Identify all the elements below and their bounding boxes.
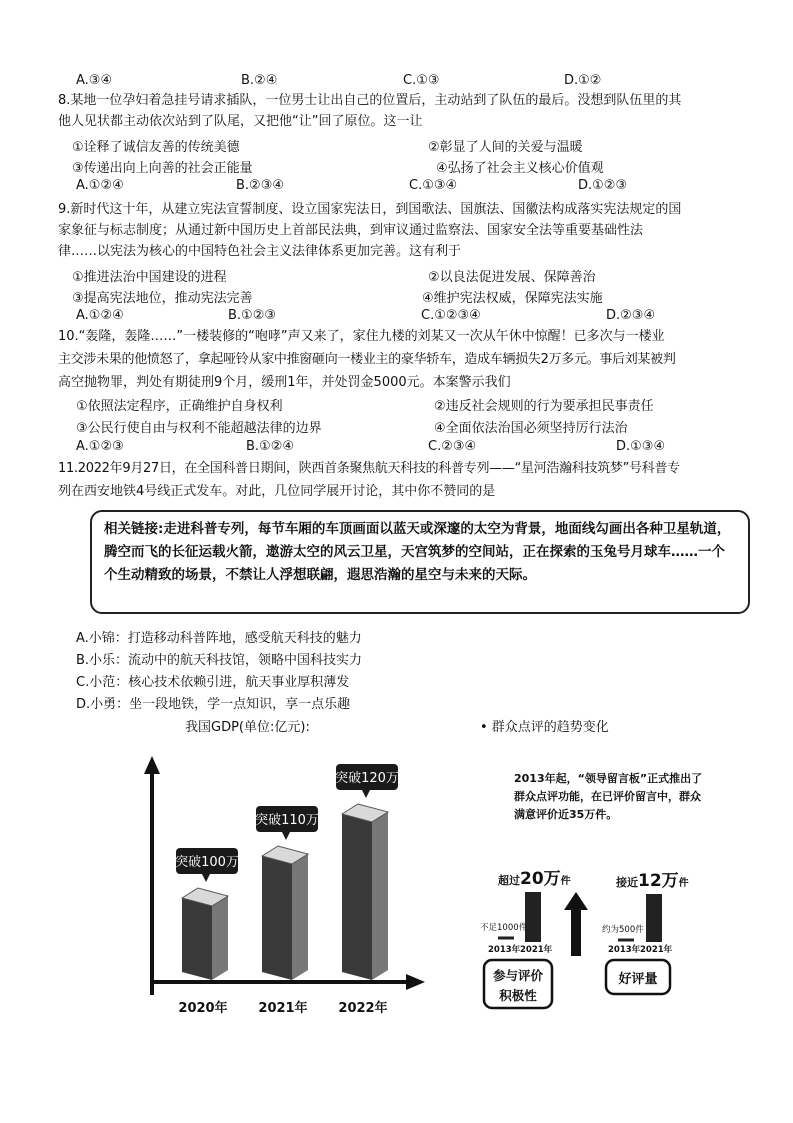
- related-link-box: [90, 510, 750, 614]
- review-figure-caption: • 群众点评的趋势变化: [480, 720, 609, 735]
- left-year-b: 2021年: [520, 945, 553, 955]
- q9-stem-1: 9.新时代这十年，从建立宪法宣誓制度、设立国家宪法日，到国歌法、国旗法、国徽法构成落实宪法规定的国: [58, 202, 682, 217]
- right-year-b: 2021年: [640, 945, 673, 955]
- up-arrow-icon: [564, 892, 588, 956]
- q9-stem-3: 律……以宪法为核心的中国特色社会主义法律体系更加完善。这有利于: [58, 244, 462, 259]
- q10-statement-4: ④全面依法治国必须坚持厉行法治: [434, 421, 628, 436]
- q9-statement-2: ②以良法促进发展、保障善治: [428, 270, 596, 285]
- q9-statement-3: ③提高宪法地位，推动宪法完善: [72, 291, 253, 306]
- gdp-bar-front: [262, 856, 292, 980]
- left-high-pre: 超过: [498, 874, 520, 887]
- left-year-a: 2013年: [488, 945, 521, 955]
- gdp-label-pointer: [202, 874, 210, 882]
- q7-option-a[interactable]: A.③④: [76, 73, 113, 88]
- q10-option-a[interactable]: A.①②③: [76, 439, 124, 454]
- gdp-bar-side: [212, 896, 228, 980]
- gdp-bar-label: 突破110万: [255, 813, 319, 828]
- q11-stem-1: 11.2022年9月27日，在全国科普日期间，陕西首条聚焦航天科技的科普专列——“星河浩瀚科技筑梦”号科普专: [58, 461, 680, 476]
- q8-stem-2: 他人见状都主动依次站到了队尾，又把他“让”回了原位。这一让: [58, 114, 423, 129]
- right-high-label: [615, 871, 689, 891]
- gdp-label-pointer: [282, 832, 290, 840]
- q10-stem-2: 主交涉未果的他愤怒了，拿起哑铃从家中推窗砸向一楼业主的豪华轿车，造成车辆损失2万多元。事后刘某被判: [58, 352, 676, 367]
- q10-statement-3: ③公民行使自由与权利不能超越法律的边界: [76, 421, 322, 436]
- q11-option-b[interactable]: B.小乐：流动中的航天科技馆，领略中国科技实力: [76, 653, 363, 668]
- q8-option-b[interactable]: B.②③④: [236, 178, 285, 193]
- right-high-unit: 件: [678, 878, 689, 889]
- q9-option-b[interactable]: B.①②③: [228, 308, 277, 323]
- q11-option-a[interactable]: A.小锦：打造移动科普阵地，感受航天科技的魅力: [76, 631, 362, 646]
- q9-statement-1: ①推进法治中国建设的进程: [72, 270, 227, 285]
- q10-option-b[interactable]: B.①②④: [246, 439, 295, 454]
- review-figure: [470, 760, 710, 1020]
- review-intro-3: 满意评价近35万件。: [514, 808, 618, 821]
- left-high-label: [498, 869, 571, 889]
- q10-option-c[interactable]: C.②③④: [428, 439, 477, 454]
- gdp-y-axis-arrow: [144, 756, 160, 774]
- q11-stem-2: 列在西安地铁4号线正式发车。对此，几位同学展开讨论，其中你不赞同的是: [58, 484, 496, 499]
- q9-option-a[interactable]: A.①②④: [76, 308, 124, 323]
- gdp-figure: [140, 750, 430, 1020]
- participation-badge-line-1: 参与评价: [492, 968, 544, 983]
- q7-option-c[interactable]: C.①③: [403, 73, 440, 88]
- q8-statement-1: ①诠释了诚信友善的传统美德: [72, 140, 240, 155]
- gdp-x-axis-arrow: [406, 974, 425, 990]
- left-high-num: 20万: [520, 869, 561, 889]
- q11-option-d[interactable]: D.小勇：坐一段地铁，学一点知识，享一点乐趣: [76, 697, 351, 712]
- q10-statement-1: ①依照法定程序，正确维护自身权利: [76, 399, 283, 414]
- gdp-bar-label: 突破120万: [335, 771, 399, 786]
- right-high-num: 12万: [638, 871, 679, 891]
- q10-stem-1: 10.“轰隆，轰隆……”一楼装修的“咆哮”声又来了，家住九楼的刘某又一次从午休中惊醒！已多次与一楼业: [58, 329, 665, 344]
- review-intro-2: 群众点评功能，在已评价留言中，群众: [514, 790, 701, 803]
- q8-stem-1: 8.某地一位孕妇着急挂号请求插队，一位男士让出自己的位置后，主动站到了队伍的最后。没想到队伍里的其: [58, 93, 682, 108]
- gdp-figure-caption: 我国GDP(单位:亿元):: [185, 720, 310, 735]
- gdp-bar-side: [372, 812, 388, 980]
- gdp-year-label: 2021年: [258, 1001, 308, 1016]
- q9-option-c[interactable]: C.①②③④: [421, 308, 481, 323]
- gdp-bar-side: [292, 854, 308, 980]
- q10-option-d[interactable]: D.①③④: [616, 439, 666, 454]
- q7-option-d[interactable]: D.①②: [564, 73, 602, 88]
- participation-badge-line-2: 积极性: [499, 988, 537, 1003]
- related-link-text: 走进科普专列，每节车厢的车顶画面以蓝天或深邃的太空为背景，地面线勾画出各种卫星轨道，腾空而飞的长征运载火箭，遨游太空的风云卫星，天宫筑梦的空间站，正在探索的玉兔号月球车……一个个生动精致的场景，不禁让人浮想联翩，遐思浩瀚的星空与未来的天际。: [104, 521, 731, 583]
- q9-stem-2: 家象征与标志制度；从通过新中国历史上首部民法典，到审议通过监察法、国家安全法等重要基础性法: [58, 223, 644, 238]
- q8-option-a[interactable]: A.①②④: [76, 178, 124, 193]
- gdp-year-label: 2022年: [338, 1001, 388, 1016]
- q7-option-b[interactable]: B.②④: [241, 73, 278, 88]
- right-year-a: 2013年: [608, 945, 641, 955]
- q8-option-d[interactable]: D.①②③: [578, 178, 628, 193]
- right-low-label: 约为500件: [602, 925, 644, 935]
- q10-statement-2: ②违反社会规则的行为要承担民事责任: [434, 399, 654, 414]
- q11-option-c[interactable]: C.小范：核心技术依赖引进，航天事业厚积薄发: [76, 675, 350, 690]
- gdp-label-pointer: [362, 790, 370, 798]
- q8-option-c[interactable]: C.①③④: [409, 178, 458, 193]
- left-high-unit: 件: [560, 876, 571, 887]
- q10-stem-3: 高空抛物罪，判处有期徒刑9个月，缓刑1年，并处罚金5000元。本案警示我们: [58, 375, 511, 390]
- q8-statement-2: ②彰显了人间的关爱与温暖: [428, 140, 583, 155]
- related-link-header: 相关链接:: [104, 521, 164, 537]
- praise-badge-text: 好评量: [618, 972, 658, 987]
- right-high-pre: 接近: [616, 876, 638, 889]
- gdp-bar-label: 突破100万: [175, 855, 239, 870]
- right-high-bar: [646, 894, 662, 942]
- left-low-label: 不足1000件: [480, 923, 528, 933]
- left-high-bar: [525, 892, 541, 942]
- q8-statement-3: ③传递出向上向善的社会正能量: [72, 161, 253, 176]
- gdp-bar-front: [342, 814, 372, 980]
- q9-option-d[interactable]: D.②③④: [606, 308, 656, 323]
- gdp-year-label: 2020年: [178, 1001, 228, 1016]
- gdp-bar-front: [182, 898, 212, 980]
- review-intro-1: 2013年起，“领导留言板”正式推出了: [514, 772, 703, 785]
- q8-statement-4: ④弘扬了社会主义核心价值观: [436, 161, 604, 176]
- q9-statement-4: ④维护宪法权威，保障宪法实施: [422, 291, 603, 306]
